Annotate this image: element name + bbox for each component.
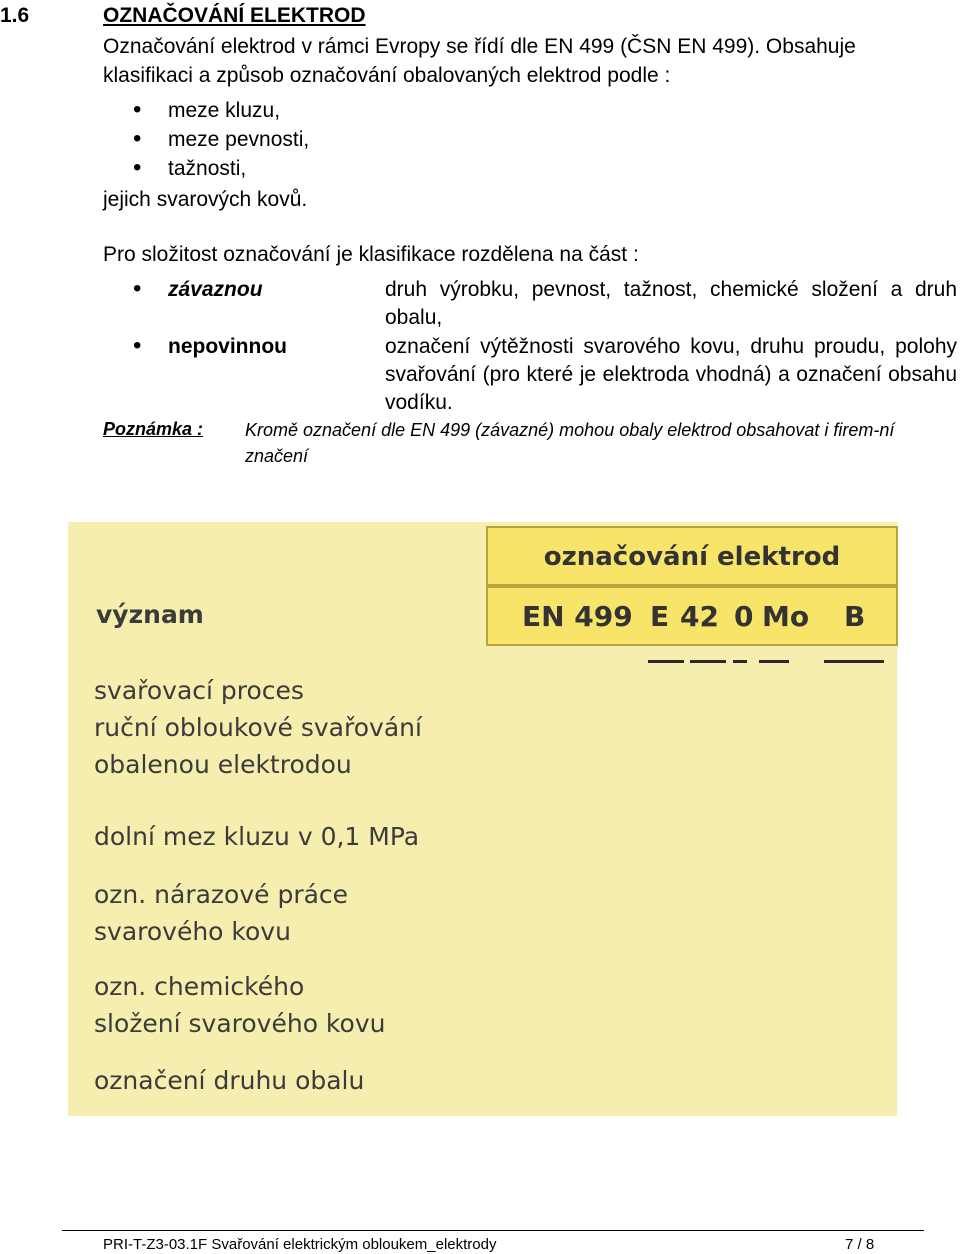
code-tick: [648, 660, 684, 663]
meaning-chem-2: složení svarového kovu: [94, 1009, 386, 1038]
intro-line-1: Označování elektrod v rámci Evropy se řídí dle EN 499 (ČSN EN 499). Obsahuje: [103, 35, 856, 58]
code-strength: 42: [680, 600, 719, 633]
code-tick: [690, 660, 726, 663]
meaning-process-3: obalenou elektrodou: [94, 750, 352, 779]
figure-code-box: [486, 586, 898, 646]
page-current: 7: [845, 1236, 854, 1253]
intro-bullet-3: tažnosti,: [168, 157, 247, 180]
term-optional: nepovinnou: [168, 335, 287, 358]
legend-title: význam: [96, 600, 204, 629]
intro-closing: jejich svarových kovů.: [103, 188, 308, 211]
code-impact: 0: [734, 600, 754, 633]
bullet-icon: •: [133, 275, 142, 302]
meaning-covering: označení druhu obalu: [94, 1066, 365, 1095]
bullet-icon: •: [133, 154, 142, 181]
intro-bullet-2: meze pevnosti,: [168, 128, 310, 151]
code-process: E: [650, 600, 670, 633]
code-chemistry: Mo: [762, 600, 810, 633]
section-title: OZNAČOVÁNÍ ELEKTROD: [103, 4, 366, 27]
classification-lead: Pro složitost označování je klasifikace rozdělena na část :: [103, 243, 639, 266]
note-text: Kromě označení dle EN 499 (závazné) mohou obaly elektrod obsahovat i firem-ní značení: [245, 420, 895, 466]
bullet-icon: •: [133, 125, 142, 152]
meaning-impact-2: svarového kovu: [94, 917, 291, 946]
footer-divider: [62, 1230, 924, 1231]
meaning-chem-1: ozn. chemického: [94, 972, 305, 1001]
note-label: Poznámka :: [103, 419, 204, 439]
code-tick: [759, 660, 789, 663]
code-tick: [733, 660, 747, 663]
section-number: 1.6: [0, 4, 30, 27]
page-separator: /: [857, 1236, 862, 1253]
footer-page-number: [845, 1236, 874, 1253]
meaning-process-1: svařovací proces: [94, 676, 304, 705]
intro-bullet-1: meze kluzu,: [168, 99, 281, 122]
desc-mandatory: druh výrobku, pevnost, tažnost, chemické složení a druh obalu,: [385, 278, 957, 329]
code-covering: B: [844, 600, 866, 633]
page-total: 8: [865, 1236, 875, 1253]
desc-optional: označení výtěžnosti svarového kovu, druhu proudu, polohy svařování (pro které je elektroda vhodná) a označení obsahu vodíku.: [385, 335, 957, 414]
footer-document-id: PRI-T-Z3-03.1F Svařování elektrickým obloukem_elektrody: [103, 1236, 497, 1253]
code-standard: EN 499: [522, 600, 633, 633]
figure-header-title: označování elektrod: [486, 526, 898, 586]
meaning-impact-1: ozn. nárazové práce: [94, 880, 349, 909]
bullet-icon: •: [133, 96, 142, 123]
bullet-icon: •: [133, 332, 142, 359]
meaning-process-2: ruční obloukové svařování: [94, 713, 422, 742]
intro-line-2: klasifikaci a způsob označování obalovaných elektrod podle :: [103, 64, 671, 87]
code-tick: [824, 660, 884, 663]
meaning-yield: dolní mez kluzu v 0,1 MPa: [94, 822, 420, 851]
term-mandatory: závaznou: [168, 278, 263, 301]
